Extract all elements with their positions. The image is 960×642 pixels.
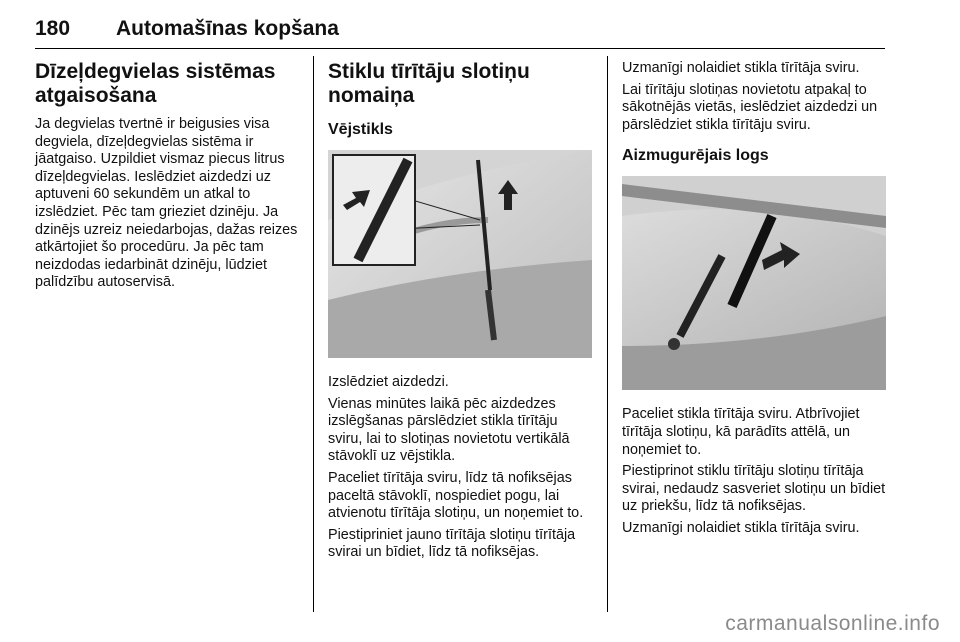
subsection-rear-window: Aizmugurējais logs [622, 147, 769, 165]
rear-step-2: Piestiprinot stiklu tīrītāju slotiņu tīrītāja svirai, nedaudz sasveriet slotiņu un bīdiet uz priekšu, līdz tā nofiksējas. [622, 463, 886, 515]
wiper-step-2: Vienas minūtes laikā pēc aizdedzes izslēgšanas pārslēdziet stikla tīrītāju sviru, lai to slotiņas novietotu vertikālā stāvoklī uz vējstikla. [328, 395, 570, 465]
header-rule [35, 48, 885, 49]
diesel-paragraph: Ja degvielas tvertnē ir beigusies visa degviela, dīzeļdegvielas sistēma ir jāatgaiso. Uzpildiet vismaz piecus litrus dīzeļdegvielas. Ieslēdziet aizdedzi uz aptuveni 60 sekundēm un atkal to izslēdziet. Pēc tam grieziet dzinēju. Ja dzinējs uzreiz neiedarbojas, dažas reizes atkārtojiet šo procedūru. Ja pēc tam neizdodas iedarbināt dzinēju, lūdziet palīdzību autoservisā. [35, 116, 298, 291]
section-title-diesel: Dīzeļdegvielas sistēmas atgaisošana [35, 60, 276, 107]
column-divider-1 [313, 56, 314, 612]
watermark: carmanualsonline.info [725, 612, 940, 635]
rear-wiper-illustration [622, 176, 886, 390]
wiper-step-5: Uzmanīgi nolaidiet stikla tīrītāja sviru. [622, 60, 860, 76]
column-divider-2 [607, 56, 608, 612]
subsection-windscreen: Vējstikls [328, 121, 393, 138]
page-number: 180 [35, 17, 71, 40]
wiper-step-1: Izslēdziet aizdedzi. [328, 374, 449, 390]
column-2 [328, 60, 592, 566]
wiper-step-4: Piestipriniet jauno tīrītāja slotiņu tīrītāja svirai un bīdiet, līdz tā nofiksējas. [328, 526, 576, 561]
chapter-title: Automašīnas kopšana [116, 17, 339, 40]
wiper-step-6: Lai tīrītāju slotiņas novietotu atpakaļ to sākotnējās vietās, ieslēdziet aizdedzi un pārslēdziet stikla tīrītāju sviru. [622, 81, 878, 133]
column-1 [35, 60, 299, 296]
rear-step-1: Paceliet stikla tīrītāja sviru. Atbrīvojiet tīrītāja slotiņu, kā parādīts attēlā, un noņemiet to. [622, 406, 860, 458]
windscreen-wiper-illustration [328, 150, 592, 358]
column-3 [622, 60, 886, 542]
wiper-step-3: Paceliet tīrītāja sviru, līdz tā nofiksējas paceltā stāvoklī, nospiediet pogu, lai atvienotu tīrītāja slotiņu, un noņemiet to. [328, 469, 584, 522]
rear-step-3: Uzmanīgi nolaidiet stikla tīrītāja sviru. [622, 519, 860, 536]
section-title-wiper: Stiklu tīrītāju slotiņu nomaiņa [328, 60, 530, 107]
page-header [35, 8, 885, 50]
